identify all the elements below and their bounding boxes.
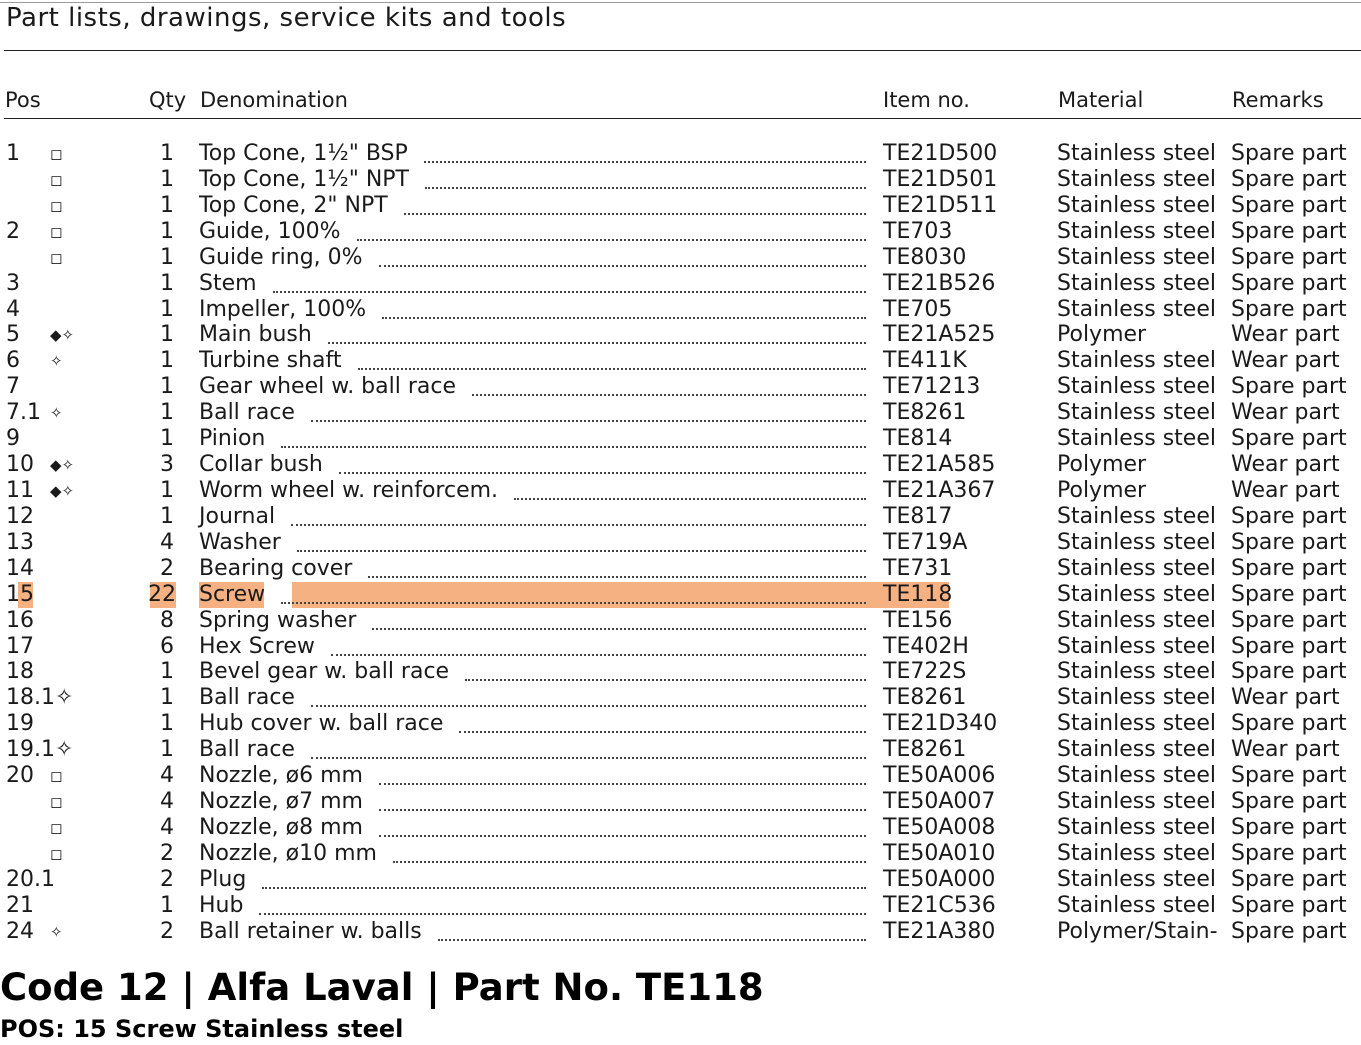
cell-item-no: TE21D340 xyxy=(883,711,998,737)
cell-material: Stainless steel xyxy=(1057,840,1216,866)
cell-material: Stainless steel xyxy=(1057,607,1216,633)
cell-qty: 1 xyxy=(160,141,174,166)
dot-leader xyxy=(331,630,866,656)
cell-qty: 6 xyxy=(160,633,174,659)
dot-leader xyxy=(281,422,866,448)
dot-leader xyxy=(259,889,866,915)
cell-symbol: ◻ xyxy=(50,767,63,786)
position-caption: POS: 15 Screw Stainless steel xyxy=(0,1015,404,1043)
cell-denomination: Nozzle, ø10 mm xyxy=(199,840,377,866)
dot-leader xyxy=(368,552,866,578)
cell-item-no: TE50A000 xyxy=(883,866,996,892)
cell-item-no: TE21A367 xyxy=(883,477,996,503)
dot-leader xyxy=(514,474,866,500)
cell-material: Stainless steel xyxy=(1057,633,1216,659)
cell-qty: 1 xyxy=(160,348,174,374)
cell-material: Stainless steel xyxy=(1057,814,1216,840)
cell-symbol: ◻ xyxy=(50,793,63,812)
cell-remarks: Spare part xyxy=(1231,659,1347,685)
cell-symbol: ◻ xyxy=(50,818,63,837)
dot-leader xyxy=(357,215,866,241)
cell-item-no: TE50A007 xyxy=(883,789,996,815)
cell-material: Stainless steel xyxy=(1057,866,1216,892)
cell-qty: 2 xyxy=(160,840,174,866)
cell-remarks: Spare part xyxy=(1231,789,1347,815)
cell-pos: 19.1✧ xyxy=(6,737,74,763)
cell-pos: 1 xyxy=(6,141,20,166)
cell-material: Stainless steel xyxy=(1057,400,1216,426)
header-divider xyxy=(4,118,1361,119)
cell-qty: 3 xyxy=(160,452,174,478)
cell-pos: 6 xyxy=(6,348,20,374)
cell-item-no: TE705 xyxy=(883,296,953,322)
cell-item-no: TE118 xyxy=(883,581,953,607)
cell-item-no: TE719A xyxy=(883,529,968,555)
cell-pos: 18.1✧ xyxy=(6,685,74,711)
cell-item-no: TE156 xyxy=(883,607,953,633)
cell-qty: 1 xyxy=(160,737,174,763)
cell-pos: 11 xyxy=(6,477,34,503)
cell-remarks: Spare part xyxy=(1231,763,1347,789)
cell-qty: 1 xyxy=(160,166,174,192)
cell-item-no: TE814 xyxy=(883,426,953,452)
header-material: Material xyxy=(1058,88,1144,112)
cell-denomination: Washer xyxy=(199,529,281,555)
dot-leader xyxy=(459,707,866,733)
cell-item-no: TE50A008 xyxy=(883,814,996,840)
cell-pos: 7 xyxy=(6,374,20,400)
cell-denomination: Nozzle, ø7 mm xyxy=(199,789,363,815)
cell-pos: 3 xyxy=(6,270,20,296)
cell-item-no: TE703 xyxy=(883,218,953,244)
cell-material: Stainless steel xyxy=(1057,659,1216,685)
cell-denomination: Hex Screw xyxy=(199,633,315,659)
cell-remarks: Spare part xyxy=(1231,270,1347,296)
cell-material: Stainless steel xyxy=(1057,374,1216,400)
cell-pos: 17 xyxy=(6,633,34,659)
dot-leader xyxy=(291,500,866,526)
cell-denomination: Hub xyxy=(199,892,244,918)
cell-remarks: Spare part xyxy=(1231,711,1347,737)
dot-leader xyxy=(438,915,866,941)
cell-denomination: Top Cone, 1½" NPT xyxy=(199,166,409,192)
cell-denomination: Turbine shaft xyxy=(199,348,342,374)
cell-item-no: TE21A380 xyxy=(883,918,996,944)
cell-item-no: TE21D501 xyxy=(883,166,998,192)
cell-pos: 5 xyxy=(6,322,20,348)
cell-denomination: Plug xyxy=(199,866,247,892)
cell-qty: 8 xyxy=(160,607,174,633)
title-divider xyxy=(4,50,1361,51)
dot-leader xyxy=(339,448,866,474)
cell-symbol: ◻ xyxy=(50,248,63,267)
cell-symbol: ◆✧ xyxy=(50,456,75,475)
cell-item-no: TE817 xyxy=(883,503,953,529)
cell-pos: 19 xyxy=(6,711,34,737)
cell-symbol: ◆✧ xyxy=(50,326,75,345)
cell-denomination: Ball race xyxy=(199,737,295,763)
dot-leader xyxy=(311,396,866,422)
cell-symbol: ◻ xyxy=(50,170,63,189)
cell-remarks: Wear part xyxy=(1231,348,1340,374)
cell-qty: 1 xyxy=(160,426,174,452)
cell-item-no: TE731 xyxy=(883,555,953,581)
cell-pos: 15 xyxy=(6,581,34,607)
cell-item-no: TE21A525 xyxy=(883,322,996,348)
cell-material: Stainless steel xyxy=(1057,529,1216,555)
cell-remarks: Wear part xyxy=(1231,477,1340,503)
cell-denomination: Collar bush xyxy=(199,452,323,478)
cell-qty: 22 xyxy=(148,581,176,607)
dot-leader xyxy=(404,189,866,215)
cell-symbol: ✧ xyxy=(50,404,63,423)
cell-material: Stainless steel xyxy=(1057,426,1216,452)
dot-leader xyxy=(311,681,866,707)
cell-material: Polymer xyxy=(1057,322,1147,348)
cell-remarks: Spare part xyxy=(1231,141,1347,166)
cell-item-no: TE21A585 xyxy=(883,452,996,478)
cell-material: Polymer/Stain- xyxy=(1057,918,1218,944)
header-pos: Pos xyxy=(5,88,41,112)
dot-leader xyxy=(262,863,866,889)
cell-qty: 1 xyxy=(160,477,174,503)
cell-item-no: TE8261 xyxy=(883,400,967,426)
cell-material: Stainless steel xyxy=(1057,244,1216,270)
cell-remarks: Spare part xyxy=(1231,633,1347,659)
cell-pos: 20.1 xyxy=(6,866,55,892)
dot-leader xyxy=(358,344,866,370)
dot-leader xyxy=(379,811,866,837)
cell-item-no: TE402H xyxy=(883,633,969,659)
cell-denomination: Journal xyxy=(199,503,276,529)
cell-material: Stainless steel xyxy=(1057,348,1216,374)
cell-denomination: Worm wheel w. reinforcem. xyxy=(199,477,499,503)
cell-pos: 14 xyxy=(6,555,34,581)
cell-denomination: Spring washer xyxy=(199,607,357,633)
cell-denomination: Top Cone, 2" NPT xyxy=(199,192,388,218)
cell-material: Stainless steel xyxy=(1057,296,1216,322)
table-row[interactable] xyxy=(0,919,1361,945)
dot-leader xyxy=(281,578,866,604)
cell-remarks: Spare part xyxy=(1231,866,1347,892)
cell-remarks: Spare part xyxy=(1231,426,1347,452)
cell-qty: 1 xyxy=(160,711,174,737)
cell-pos: 21 xyxy=(6,892,34,918)
dot-leader xyxy=(379,759,866,785)
cell-denomination: Top Cone, 1½" BSP xyxy=(199,141,408,166)
cell-pos: 13 xyxy=(6,529,34,555)
cell-denomination: Gear wheel w. ball race xyxy=(199,374,456,400)
header-remarks: Remarks xyxy=(1232,88,1324,112)
dot-leader xyxy=(372,604,866,630)
cell-qty: 1 xyxy=(160,400,174,426)
cell-qty: 1 xyxy=(160,322,174,348)
cell-remarks: Wear part xyxy=(1231,452,1340,478)
cell-remarks: Spare part xyxy=(1231,581,1347,607)
cell-material: Stainless steel xyxy=(1057,141,1216,166)
cell-pos: 9 xyxy=(6,426,20,452)
dot-leader xyxy=(273,267,866,293)
cell-qty: 1 xyxy=(160,270,174,296)
cell-qty: 1 xyxy=(160,374,174,400)
cell-remarks: Wear part xyxy=(1231,322,1340,348)
cell-material: Stainless steel xyxy=(1057,711,1216,737)
cell-qty: 2 xyxy=(160,866,174,892)
cell-remarks: Wear part xyxy=(1231,400,1340,426)
cell-item-no: TE50A010 xyxy=(883,840,996,866)
cell-denomination: Impeller, 100% xyxy=(199,296,367,322)
cell-material: Polymer xyxy=(1057,477,1147,503)
cell-item-no: TE21D500 xyxy=(883,141,998,166)
cell-qty: 1 xyxy=(160,296,174,322)
cell-material: Stainless steel xyxy=(1057,581,1216,607)
cell-remarks: Spare part xyxy=(1231,374,1347,400)
cell-remarks: Spare part xyxy=(1231,607,1347,633)
cell-remarks: Spare part xyxy=(1231,814,1347,840)
cell-material: Stainless steel xyxy=(1057,166,1216,192)
dot-leader xyxy=(424,137,866,163)
cell-material: Stainless steel xyxy=(1057,892,1216,918)
cell-qty: 2 xyxy=(160,918,174,944)
cell-pos: 20 xyxy=(6,763,34,789)
cell-remarks: Spare part xyxy=(1231,192,1347,218)
cell-remarks: Spare part xyxy=(1231,244,1347,270)
cell-qty: 4 xyxy=(160,763,174,789)
cell-qty: 1 xyxy=(160,892,174,918)
cell-material: Stainless steel xyxy=(1057,789,1216,815)
cell-denomination: Nozzle, ø6 mm xyxy=(199,763,363,789)
cell-material: Polymer xyxy=(1057,452,1147,478)
cell-symbol: ◻ xyxy=(50,222,63,241)
cell-item-no: TE21B526 xyxy=(883,270,996,296)
dot-leader xyxy=(425,163,866,189)
cell-symbol: ✧ xyxy=(50,922,63,941)
cell-item-no: TE21D511 xyxy=(883,192,998,218)
header-denomination: Denomination xyxy=(200,88,348,112)
cell-item-no: TE722S xyxy=(883,659,967,685)
cell-remarks: Spare part xyxy=(1231,218,1347,244)
cell-pos: 18 xyxy=(6,659,34,685)
cell-qty: 1 xyxy=(160,218,174,244)
cell-pos: 4 xyxy=(6,296,20,322)
cell-item-no: TE21C536 xyxy=(883,892,996,918)
cell-denomination: Bevel gear w. ball race xyxy=(199,659,450,685)
dot-leader xyxy=(328,318,866,344)
cell-remarks: Spare part xyxy=(1231,892,1347,918)
cell-denomination: Ball race xyxy=(199,400,295,426)
cell-qty: 1 xyxy=(160,685,174,711)
cell-pos: 12 xyxy=(6,503,34,529)
cell-item-no: TE71213 xyxy=(883,374,981,400)
cell-denomination: Ball retainer w. balls xyxy=(199,918,422,944)
cell-material: Stainless steel xyxy=(1057,192,1216,218)
cell-material: Stainless steel xyxy=(1057,270,1216,296)
cell-material: Stainless steel xyxy=(1057,555,1216,581)
dot-leader xyxy=(379,785,866,811)
cell-denomination: Bearing cover xyxy=(199,555,353,581)
cell-pos: 16 xyxy=(6,607,34,633)
cell-item-no: TE8030 xyxy=(883,244,967,270)
cell-qty: 4 xyxy=(160,529,174,555)
cell-item-no: TE8261 xyxy=(883,685,967,711)
dot-leader xyxy=(472,370,866,396)
cell-remarks: Wear part xyxy=(1231,685,1340,711)
cell-material: Stainless steel xyxy=(1057,763,1216,789)
dot-leader xyxy=(311,733,866,759)
header-item-no: Item no. xyxy=(883,88,970,112)
cell-qty: 1 xyxy=(160,192,174,218)
dot-leader xyxy=(465,655,866,681)
cell-material: Stainless steel xyxy=(1057,685,1216,711)
cell-pos: 10 xyxy=(6,452,34,478)
cell-denomination: Guide ring, 0% xyxy=(199,244,363,270)
cell-remarks: Spare part xyxy=(1231,555,1347,581)
cell-qty: 4 xyxy=(160,814,174,840)
cell-pos: 2 xyxy=(6,218,20,244)
cell-remarks: Spare part xyxy=(1231,918,1347,944)
cell-denomination: Ball race xyxy=(199,685,295,711)
dot-leader xyxy=(297,526,866,552)
cell-denomination: Main bush xyxy=(199,322,312,348)
cell-denomination: Screw xyxy=(199,581,266,607)
dot-leader xyxy=(382,293,866,319)
cell-qty: 1 xyxy=(160,503,174,529)
part-code-caption: Code 12 | Alfa Laval | Part No. TE118 xyxy=(0,966,764,1009)
cell-symbol: ◻ xyxy=(50,844,63,863)
cell-symbol: ◻ xyxy=(50,145,63,163)
cell-denomination: Hub cover w. ball race xyxy=(199,711,444,737)
page-title: Part lists, drawings, service kits and tools xyxy=(6,3,567,33)
cell-material: Stainless steel xyxy=(1057,503,1216,529)
cell-pos: 24 xyxy=(6,918,34,944)
cell-symbol: ◆✧ xyxy=(50,481,75,500)
cell-item-no: TE8261 xyxy=(883,737,967,763)
cell-qty: 4 xyxy=(160,789,174,815)
cell-qty: 2 xyxy=(160,555,174,581)
cell-material: Stainless steel xyxy=(1057,218,1216,244)
cell-symbol: ✧ xyxy=(50,352,63,371)
parts-table xyxy=(0,141,1361,945)
cell-remarks: Spare part xyxy=(1231,296,1347,322)
cell-remarks: Wear part xyxy=(1231,737,1340,763)
cell-remarks: Spare part xyxy=(1231,503,1347,529)
cell-remarks: Spare part xyxy=(1231,840,1347,866)
cell-remarks: Spare part xyxy=(1231,166,1347,192)
cell-denomination: Nozzle, ø8 mm xyxy=(199,814,363,840)
dot-leader xyxy=(393,837,866,863)
cell-item-no: TE411K xyxy=(883,348,967,374)
cell-symbol: ◻ xyxy=(50,196,63,215)
cell-material: Stainless steel xyxy=(1057,737,1216,763)
header-qty: Qty xyxy=(149,88,187,112)
cell-item-no: TE50A006 xyxy=(883,763,996,789)
cell-remarks: Spare part xyxy=(1231,529,1347,555)
cell-denomination: Guide, 100% xyxy=(199,218,341,244)
cell-denomination: Stem xyxy=(199,270,257,296)
cell-qty: 1 xyxy=(160,244,174,270)
cell-denomination: Pinion xyxy=(199,426,266,452)
cell-pos: 7.1 xyxy=(6,400,41,426)
dot-leader xyxy=(379,241,866,267)
cell-qty: 1 xyxy=(160,659,174,685)
